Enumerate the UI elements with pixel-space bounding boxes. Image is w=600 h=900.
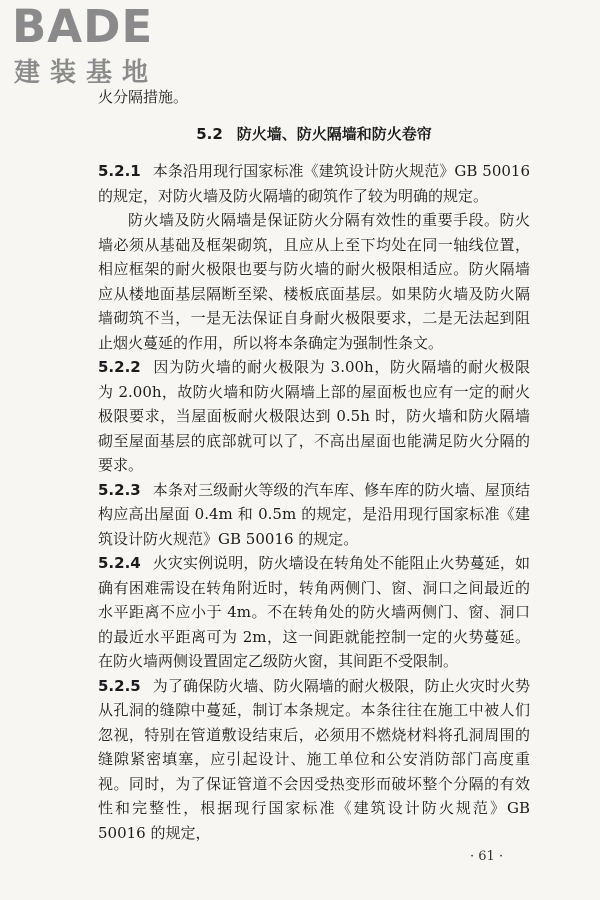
clause-paragraph bbox=[98, 355, 530, 478]
paragraph-text: 防火墙及防火隔墙是保证防火分隔有效性的重要手段。防火墙必须从基础及框架砌筑，且应从上至下均处在同一轴线位置，相应框架的耐火极限也要与防火墙的耐火极限相适应。防火隔墙应从楼地面基层隔断至梁、楼板底面基层。如果防火墙及防火隔墙砌筑不当，一是无法保证自身耐火极限要求，二是无法起到阻止烟火蔓延的作用，所以将本条确定为强制性条文。 bbox=[98, 211, 530, 352]
clause-paragraph bbox=[98, 159, 530, 208]
carry-over-text: 火分隔措施。 bbox=[98, 88, 189, 106]
section-heading bbox=[98, 123, 530, 145]
clause-text: 本条对三级耐火等级的汽车库、修车库的防火墙、屋顶结构应高出屋面 0.4m 和 0.5m 的规定，是沿用现行国家标准《建筑设计防火规范》GB 50016 的规定。 bbox=[98, 480, 530, 548]
clause-text: 为了确保防火墙、防火隔墙的耐火极限，防止火灾时火势从孔洞的缝隙中蔓延，制订本条规定。本条往往在施工中被人们忽视，特别在管道敷设结束后，必须用不燃烧材料将孔洞周围的缝隙紧密填塞，应引起设计、施工单位和公安消防部门高度重视。同时，为了保证管道不会因受热变形而破坏整个分隔的有效性和完整性，根据现行国家标准《建筑设计防火规范》GB 50016 的规定， bbox=[98, 676, 530, 842]
logo bbox=[12, 2, 182, 92]
section-title: 防火墙、防火隔墙和防火卷帘 bbox=[236, 125, 432, 143]
clause-number: 5.2.5 bbox=[98, 676, 141, 695]
clause-text: 因为防火墙的耐火极限为 3.00h，防火隔墙的耐火极限为 2.00h，故防火墙和防火隔墙上部的屋面板也应有一定的耐火极限要求，当屋面板耐火极限达到 0.5h 时，防火墙和防火隔墙砌至屋面基层的底部就可以了，不高出屋面也能满足防火分隔的要求。 bbox=[98, 358, 530, 474]
clause-text: 本条沿用现行国家标准《建筑设计防火规范》GB 50016 的规定，对防火墙及防火隔墙的砌筑作了较为明确的规定。 bbox=[98, 162, 530, 205]
clause-number: 5.2.2 bbox=[98, 358, 141, 376]
clause-paragraph bbox=[98, 478, 530, 552]
clause-number: 5.2.4 bbox=[98, 554, 141, 572]
clause-paragraph bbox=[98, 674, 530, 846]
body-paragraph bbox=[98, 208, 530, 355]
clause-number: 5.2.1 bbox=[98, 162, 141, 180]
section-number: 5.2 bbox=[196, 125, 223, 143]
page-body bbox=[98, 86, 530, 845]
logo-wordmark: BADE bbox=[12, 0, 154, 53]
clause-number: 5.2.3 bbox=[98, 480, 141, 499]
clause-text: 火灾实例说明，防火墙设在转角处不能阻止火势蔓延，如确有困难需设在转角附近时，转角两侧门、窗、洞口之间最近的水平距离不应小于 4m。不在转角处的防火墙两侧门、窗、洞口的最近水平距离可为 2m，这一间距就能控制一定的火势蔓延。在防火墙两侧设置固定乙级防火窗，其间距不受限制。 bbox=[98, 554, 530, 670]
clause-paragraph bbox=[98, 551, 530, 674]
page-number: · 61 · bbox=[470, 849, 504, 864]
logo-subtitle: 建装基地 bbox=[14, 58, 159, 88]
